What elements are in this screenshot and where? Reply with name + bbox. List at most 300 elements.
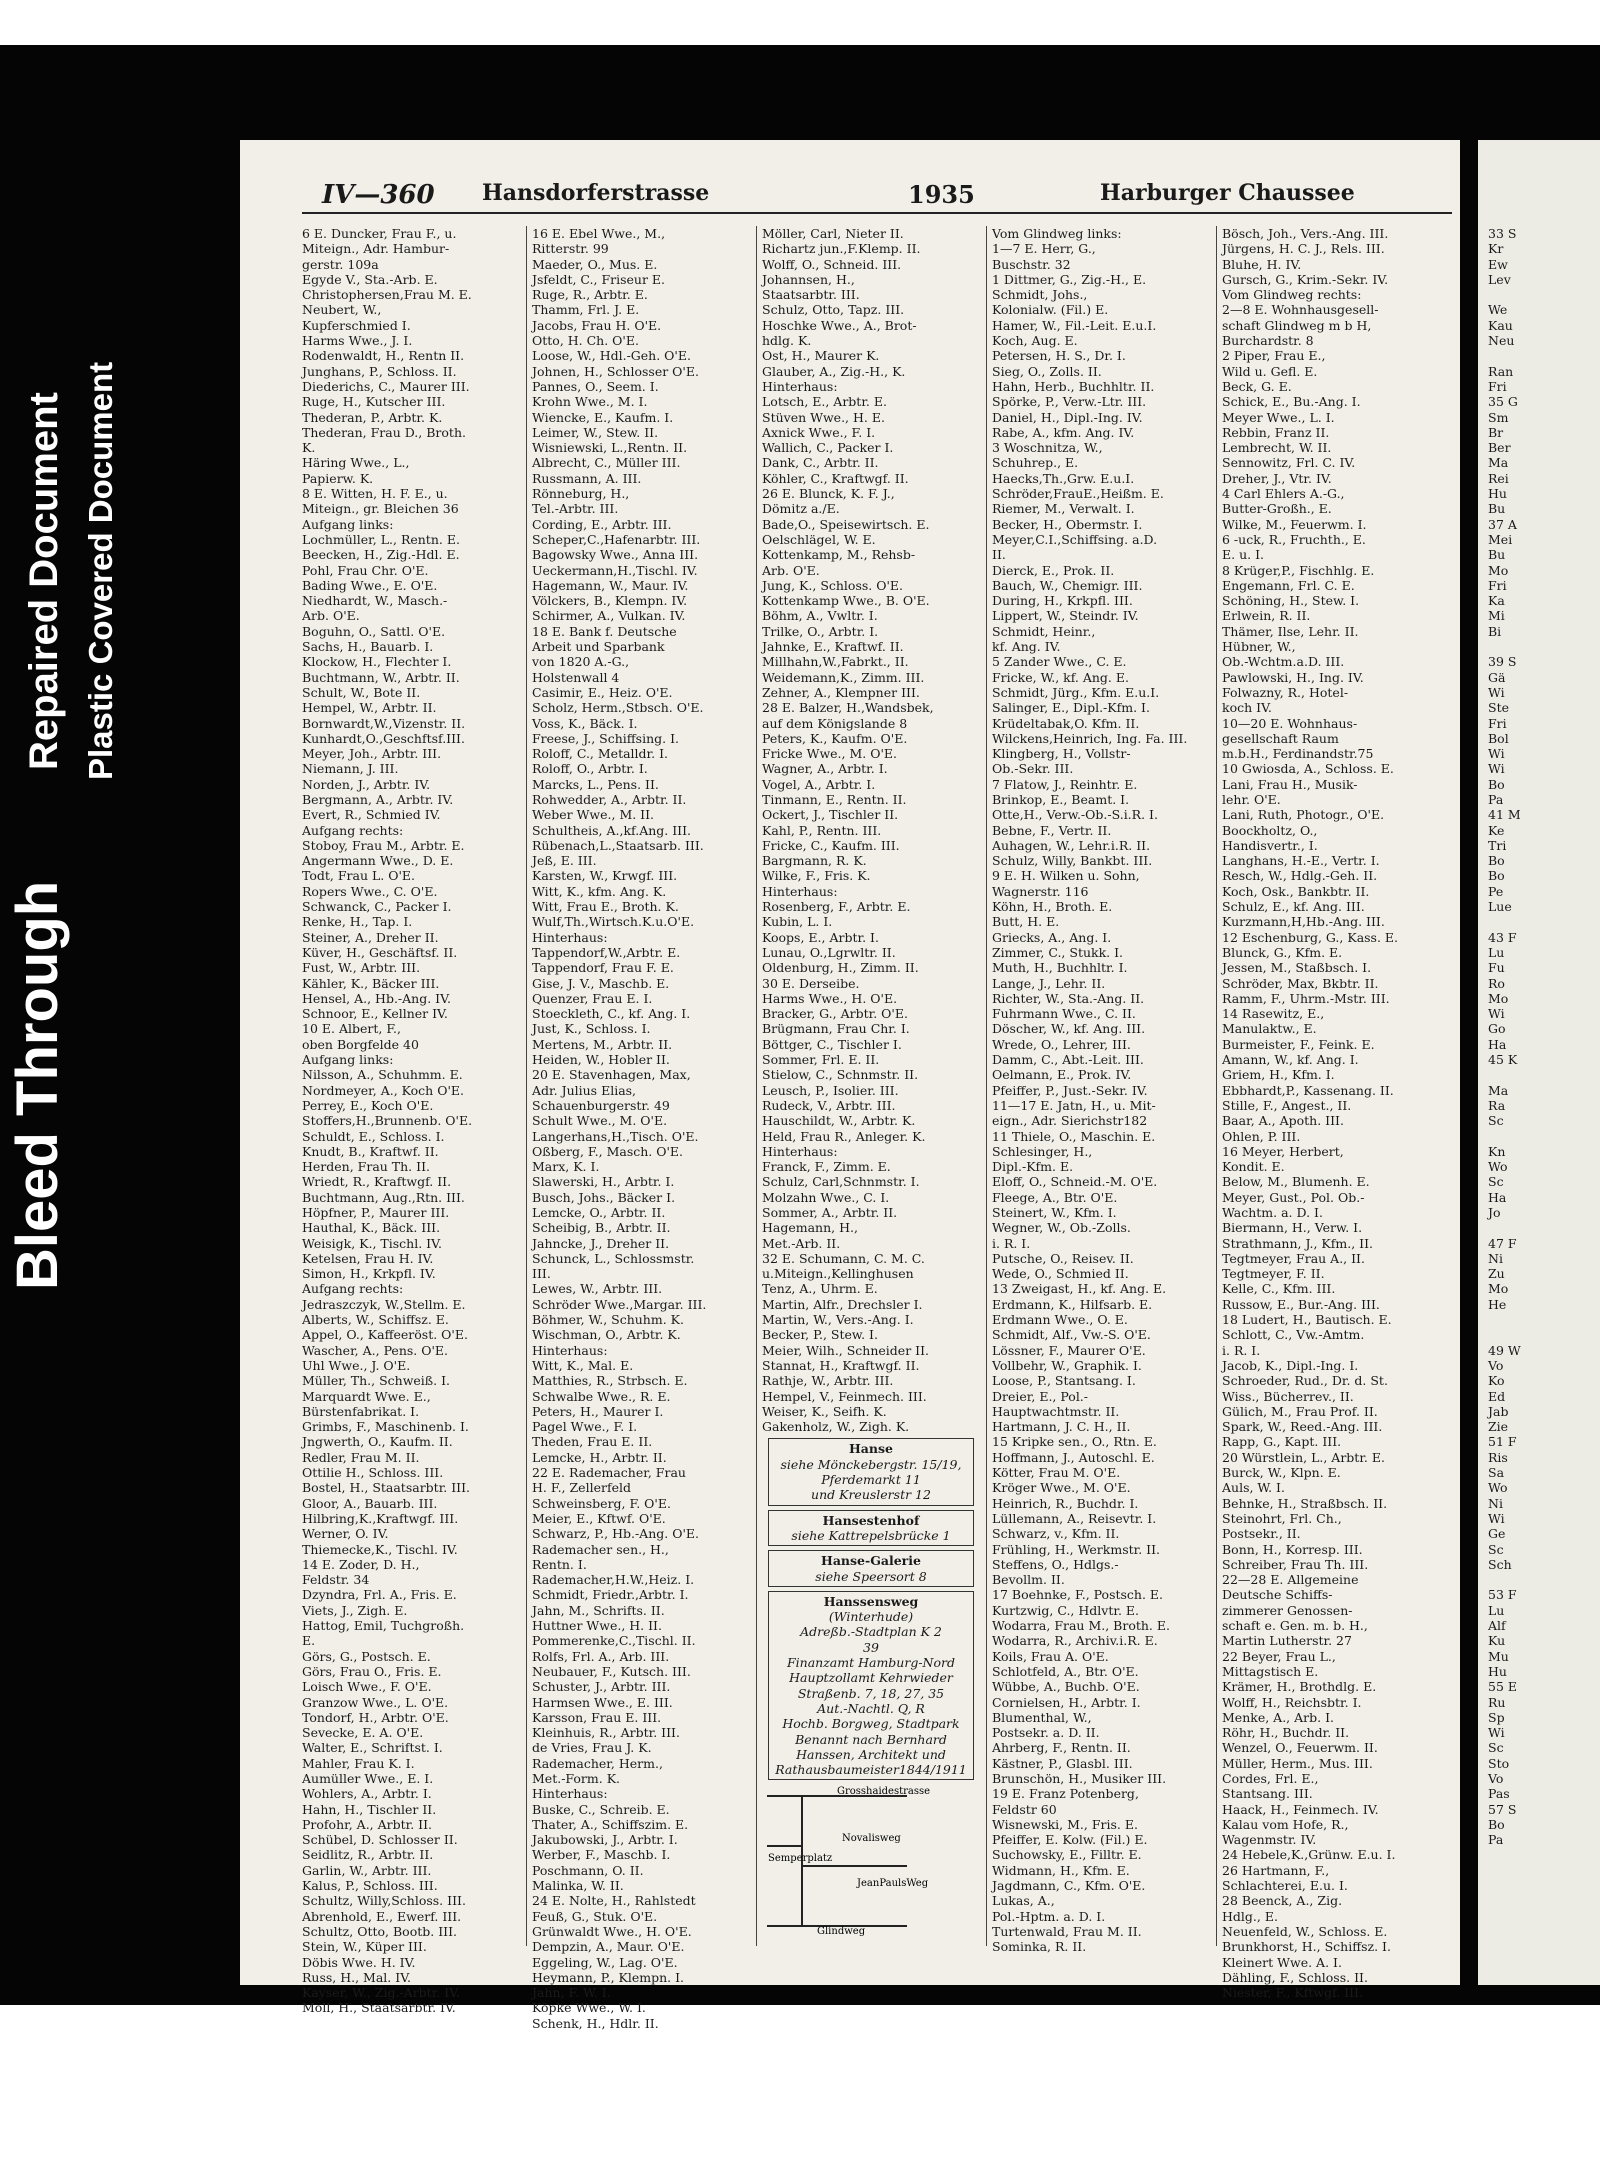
column-divider: [756, 226, 757, 1946]
directory-entry: Evert, R., Schmied IV.: [302, 807, 441, 823]
directory-entry: Schlesinger, H.,: [992, 1143, 1093, 1159]
directory-entry: Ob.-Wchtm.a.D. III.: [1222, 654, 1345, 670]
directory-entry: Meyer, Gust., Pol. Ob.-: [1222, 1189, 1365, 1205]
directory-entry: Bergmann, A., Arbtr. IV.: [302, 791, 454, 807]
directory-entry: Weber Wwe., M. II.: [532, 807, 655, 823]
directory-entry: Jsfeldt, C., Friseur E.: [532, 271, 666, 287]
directory-entry: K.: [302, 440, 316, 456]
map-street-label: Semperplatz: [768, 1853, 833, 1865]
directory-entry: Werner, O. IV.: [302, 1526, 389, 1542]
directory-entry: Erlwein, R. II.: [1222, 608, 1311, 624]
directory-entry: Bargmann, R. K.: [762, 853, 867, 869]
directory-entry: Hoffmann, J., Autoschl. E.: [992, 1449, 1155, 1465]
directory-entry: 2—8 E. Wohnhausgesell-: [1222, 302, 1379, 318]
adjacent-page-fragment: [1488, 914, 1521, 929]
directory-entry: Wagnerstr. 116: [992, 883, 1089, 899]
adjacent-page-fragment: Tri: [1488, 837, 1507, 853]
adjacent-page-fragment: Vo: [1488, 1770, 1504, 1786]
directory-entry: Krohn Wwe., M. I.: [532, 394, 648, 410]
directory-entry: Wodarra, Frau M., Broth. E.: [992, 1618, 1170, 1634]
directory-entry: Pannes, O., Seem. I.: [532, 378, 659, 394]
directory-entry: Kästner, P., Glasbl. III.: [992, 1755, 1133, 1771]
directory-entry: Ahrberg, F., Rentn. II.: [992, 1740, 1131, 1756]
directory-entry: Nilsson, A., Schuhmm. E.: [302, 1067, 463, 1083]
directory-entry: Burmeister, F., Feink. E.: [1222, 1036, 1375, 1052]
adjacent-page-fragment: Sa: [1488, 1465, 1505, 1481]
adjacent-page-fragment: Ro: [1488, 975, 1505, 991]
directory-entry: schaft Glindweg m b H,: [1222, 317, 1372, 333]
adjacent-page-fragment: Ke: [1488, 822, 1505, 838]
directory-entry: Papierw. K.: [302, 470, 374, 486]
map-street-label: Grosshaidestrasse: [837, 1786, 931, 1798]
directory-entry: Schirmer, A., Vulkan. IV.: [532, 608, 686, 624]
directory-entry: Kolonialw. (Fil.) E.: [992, 302, 1109, 318]
adjacent-page-fragment: Fri: [1488, 715, 1507, 731]
directory-entry: Witt, K., kfm. Ang. K.: [532, 883, 667, 899]
directory-entry: Jahncke, J., Dreher II.: [532, 1235, 670, 1251]
directory-entry: Pagel Wwe., F. I.: [532, 1419, 638, 1435]
street-info-line: Benannt nach Bernhard: [795, 1731, 947, 1747]
adjacent-page-fragment: Sc: [1488, 1541, 1504, 1557]
directory-entry: Heiden, W., Hobler II.: [532, 1052, 670, 1068]
directory-entry: Koils, Frau A. O'E.: [992, 1648, 1109, 1664]
directory-entry: Stantsang. III.: [1222, 1786, 1313, 1802]
directory-entry: Wulf,Th.,Wirtsch.K.u.O'E.: [532, 914, 695, 930]
directory-entry: Schunck, L., Schlossmstr.: [532, 1250, 695, 1266]
directory-entry: Damm, C., Abt.-Leit. III.: [992, 1052, 1144, 1068]
directory-entry: Schröder,FrauE.,Heißm. E.: [992, 486, 1164, 502]
directory-entry: von 1820 A.-G.,: [532, 654, 630, 670]
directory-entry: Bevollm. II.: [992, 1572, 1065, 1588]
directory-entry: 3 Woschnitza, W.,: [992, 440, 1103, 456]
directory-entry: Bösch, Joh., Vers.-Ang. III.: [1222, 226, 1389, 241]
directory-entry: Ockert, J., Tischler II.: [762, 807, 899, 823]
directory-entry: Jessen, M., Staßbsch. I.: [1222, 960, 1372, 976]
directory-entry: 22—28 E. Allgemeine: [1222, 1572, 1359, 1588]
street-info-box: [768, 1550, 974, 1587]
directory-entry: Ueckermann,H.,Tischl. IV.: [532, 562, 698, 578]
directory-entry: Klockow, H., Flechter I.: [302, 654, 452, 670]
directory-entry: Schwarz, v., Kfm. II.: [992, 1526, 1120, 1542]
street-map: [762, 1786, 931, 1938]
directory-entry: Röhr, H., Buchdr. II.: [1222, 1725, 1350, 1741]
directory-entry: Amann, W., kf. Ang. I.: [1222, 1052, 1359, 1068]
directory-entry: Suchowsky, E., Filltr. E.: [992, 1847, 1142, 1863]
directory-entry: Hinterhaus:: [762, 883, 838, 899]
directory-entry: Zimmer, C., Stukk. I.: [992, 944, 1124, 960]
directory-entry: Wachtm. a. D. I.: [1222, 1205, 1323, 1220]
directory-entry: Jung, K., Schloss. O'E.: [762, 577, 904, 593]
adjacent-page-fragment: Ko: [1488, 1373, 1505, 1389]
directory-entry: Völckers, B., Klempn. IV.: [532, 593, 688, 609]
directory-entry: Wascher, A., Pens. O'E.: [302, 1342, 449, 1358]
directory-entry: Arb. O'E.: [762, 562, 820, 578]
directory-entry: Aufgang links:: [302, 1052, 394, 1068]
directory-entry: Below, M., Blumenh. E.: [1222, 1174, 1370, 1190]
directory-entry: Schreiber, Frau Th. III.: [1222, 1556, 1369, 1572]
directory-entry: Kottenkamp, M., Rehsb-: [762, 547, 916, 563]
adjacent-page-fragment: Pa: [1488, 1832, 1504, 1848]
directory-entry: Mertens, M., Arbtr. II.: [532, 1036, 673, 1052]
directory-entry: Schröder Wwe.,Margar. III.: [532, 1296, 707, 1312]
directory-entry: Döbis Wwe. H. IV.: [302, 1954, 416, 1970]
directory-entry: Häring Wwe., L.,: [302, 455, 410, 471]
directory-entry: Rudeck, V., Arbtr. III.: [762, 1097, 896, 1113]
directory-entry: 19 E. Franz Potenberg,: [992, 1786, 1139, 1802]
directory-entry: Nordmeyer, A., Koch O'E.: [302, 1082, 464, 1098]
adjacent-page-fragment: Br: [1488, 424, 1504, 440]
directory-entry: Feuß, G., Stuk. O'E.: [532, 1908, 658, 1924]
directory-entry: Witt, K., Mal. E.: [532, 1357, 634, 1373]
directory-entry: Görs, Frau O., Fris. E.: [302, 1663, 442, 1679]
directory-entry: Grimbs, F., Maschinenb. I.: [302, 1419, 469, 1435]
directory-entry: Rabe, A., kfm. Ang. IV.: [992, 424, 1135, 440]
directory-entry: Wrede, O., Lehrer, III.: [992, 1036, 1131, 1052]
adjacent-page-fragment: Sch: [1488, 1556, 1512, 1572]
directory-entry: Mittagstisch E.: [1222, 1663, 1319, 1679]
street-info-line: Aut.-Nachtl. Q, R: [817, 1700, 925, 1716]
directory-entry: Kurzmann,H,Hb.-Ang. III.: [1222, 914, 1385, 930]
adjacent-page-fragment: [1488, 1312, 1521, 1327]
adjacent-page-fragment: Lu: [1488, 944, 1505, 960]
directory-entry: Schmidt, Alf., Vw.-S. O'E.: [992, 1327, 1151, 1343]
directory-entry: Schwalbe Wwe., R. E.: [532, 1388, 671, 1404]
directory-entry: Harms Wwe., J. I.: [302, 333, 413, 349]
directory-entry: Tegtmeyer, Frau A., II.: [1222, 1250, 1365, 1266]
page-header: [310, 180, 1460, 210]
adjacent-page-fragment: Jo: [1488, 1205, 1501, 1220]
street-info-line: siehe Mönckebergstr. 15/19,: [780, 1456, 962, 1472]
directory-entry: Grünwaldt Wwe., H. O'E.: [532, 1923, 692, 1939]
directory-entry: Cording, E., Arbtr. III.: [532, 516, 672, 532]
street-heading: Hanse: [849, 1441, 893, 1457]
directory-entry: Lunau, O.,Lgrwltr. II.: [762, 944, 896, 960]
directory-entry: Koch, Osk., Bankbtr. II.: [1222, 883, 1370, 899]
street-info-line: Finanzamt Hamburg-Nord: [786, 1655, 955, 1671]
directory-entry: Schroeder, Rud., Dr. d. St.: [1222, 1373, 1388, 1389]
adjacent-page-fragment: 39 S: [1488, 654, 1517, 670]
directory-entry: Spark, W., Reed.-Ang. III.: [1222, 1419, 1383, 1435]
column-1: [302, 226, 520, 2016]
adjacent-page-fragment: Wi: [1488, 761, 1505, 777]
directory-entry: Maeder, O., Mus. E.: [532, 256, 658, 272]
directory-entry: 1—7 E. Herr, G.,: [992, 241, 1096, 257]
directory-page: [240, 140, 1460, 2031]
directory-entry: Neuenfeld, W., Schloss. E.: [1222, 1923, 1388, 1939]
directory-entry: Schult, W., Bote II.: [302, 684, 421, 700]
directory-entry: Oelschlägel, W. E.: [762, 531, 876, 547]
adjacent-page-fragment: Fu: [1488, 960, 1505, 976]
directory-entry: Renke, H., Tap. I.: [302, 914, 413, 930]
directory-entry: Hoschke Wwe., A., Brot-: [762, 317, 917, 333]
directory-entry: Becker, P., Stew. I.: [762, 1327, 878, 1343]
directory-entry: Blumenthal, W.,: [992, 1709, 1092, 1725]
column-divider: [1216, 226, 1217, 1946]
directory-entry: Pol.-Hptm. a. D. I.: [992, 1908, 1106, 1924]
page-number: IV—360: [322, 180, 435, 210]
directory-entry: Vollbehr, W., Graphik. I.: [992, 1357, 1142, 1373]
directory-entry: Arb. O'E.: [302, 608, 360, 624]
directory-entry: Mahler, Frau K. I.: [302, 1755, 415, 1771]
directory-entry: Schmidt, Jürg., Kfm. E.u.I.: [992, 684, 1160, 700]
directory-entry: Buchtmann, W., Arbtr. II.: [302, 669, 460, 685]
directory-entry: Aumüller Wwe., E. I.: [302, 1770, 434, 1786]
directory-entry: Karsson, Frau E. III.: [532, 1709, 662, 1725]
directory-entry: Schick, E., Bu.-Ang. I.: [1222, 394, 1361, 410]
directory-entry: Sommer, Frl. E. II.: [762, 1052, 880, 1068]
directory-entry: Ruge, R., Arbtr. E.: [532, 287, 648, 303]
directory-entry: Schlotfeld, A., Btr. O'E.: [992, 1663, 1139, 1679]
adjacent-page-fragment: 57 S: [1488, 1801, 1517, 1817]
adjacent-page-fragment: [1488, 1220, 1521, 1235]
directory-entry: III.: [532, 1266, 551, 1282]
directory-entry: Müller, Herm., Mus. III.: [1222, 1755, 1373, 1771]
adjacent-page-fragment: He: [1488, 1296, 1507, 1312]
adjacent-page-fragment: 45 K: [1488, 1052, 1518, 1068]
adjacent-page-fragment: Sc: [1488, 1740, 1504, 1756]
directory-entry: Thater, A., Schiffszim. E.: [532, 1816, 689, 1832]
directory-entry: Putsche, O., Reisev. II.: [992, 1250, 1134, 1266]
directory-entry: Kötter, Frau M. O'E.: [992, 1465, 1121, 1481]
directory-entry: Holstenwall 4: [532, 669, 620, 685]
directory-entry: Ohlen, P. III.: [1222, 1128, 1301, 1144]
directory-entry: Oldenburg, H., Zimm. II.: [762, 960, 919, 976]
street-info-line: Hanssen, Architekt und: [796, 1746, 946, 1762]
directory-entry: Miteign., gr. Bleichen 36: [302, 501, 459, 517]
directory-entry: Tondorf, H., Arbtr. O'E.: [302, 1709, 449, 1725]
directory-entry: Beecken, H., Zig.-Hdl. E.: [302, 547, 460, 563]
adjacent-page-fragment: We: [1488, 302, 1508, 318]
directory-entry: Schenk, H., Hdlr. II.: [532, 2015, 659, 2031]
directory-entry: Niedhardt, W., Masch.-: [302, 593, 448, 609]
directory-entry: Bracker, G., Arbtr. O'E.: [762, 1006, 908, 1022]
directory-entry: Stannat, H., Kraftwgf. II.: [762, 1357, 920, 1373]
directory-entry: 14 E. Zoder, D. H.,: [302, 1556, 420, 1572]
directory-entry: Kähler, K., Bäcker III.: [302, 975, 440, 991]
directory-entry: Rohwedder, A., Arbtr. II.: [532, 791, 687, 807]
directory-entry: Wild u. Gefl. E.: [1222, 363, 1318, 379]
adjacent-page-fragment: Bo: [1488, 853, 1505, 869]
directory-entry: Klingberg, H., Vollstr-: [992, 746, 1131, 762]
street-info-line: Adreßb.-Stadtplan K 2: [800, 1624, 942, 1640]
directory-entry: Neubert, W.,: [302, 302, 382, 318]
directory-entry: Erdmann, K., Hilfsarb. E.: [992, 1296, 1153, 1312]
directory-entry: Lössner, F., Maurer O'E.: [992, 1342, 1146, 1358]
adjacent-page-fragment: Ew: [1488, 256, 1508, 272]
directory-entry: Bebne, F., Vertr. II.: [992, 822, 1112, 838]
adjacent-page-fragment: [1488, 1572, 1521, 1587]
directory-entry: Boockholtz, O.,: [1222, 822, 1318, 838]
directory-entry: Harmsen Wwe., E. III.: [532, 1694, 673, 1710]
directory-entry: Kelle, C., Kfm. III.: [1222, 1281, 1336, 1297]
directory-entry: Wagner, A., Arbtr. I.: [762, 761, 888, 777]
directory-entry: Rodenwaldt, H., Rentn II.: [302, 348, 465, 364]
directory-entry: gesellschaft Raum: [1222, 730, 1339, 746]
directory-entry: Sommer, A., Arbtr. II.: [762, 1205, 898, 1220]
directory-entry: Bonn, H., Korresp. III.: [1222, 1541, 1363, 1557]
directory-entry: Schuster, J., Arbtr. III.: [532, 1679, 671, 1695]
directory-entry: Ramm, F., Uhrm.-Mstr. III.: [1222, 990, 1390, 1006]
adjacent-page-fragment: Ku: [1488, 1633, 1506, 1649]
directory-entry: Bauch, W., Chemigr. III.: [992, 577, 1143, 593]
directory-entry: Ob.-Sekr. III.: [992, 761, 1074, 777]
adjacent-page-fragment: Wo: [1488, 1159, 1508, 1175]
directory-entry: Freese, J., Schiffsing. I.: [532, 730, 679, 746]
directory-entry: Sevecke, E. A. O'E.: [302, 1725, 424, 1741]
directory-entry: Jahn, M., Schrifts. II.: [532, 1602, 665, 1618]
directory-entry: Wolff, H., Reichsbtr. I.: [1222, 1694, 1362, 1710]
directory-entry: Widmann, H., Kfm. E.: [992, 1862, 1130, 1878]
directory-entry: Egyde V., Sta.-Arb. E.: [302, 271, 438, 287]
directory-entry: E. u. I.: [1222, 547, 1264, 563]
directory-entry: Becker, H., Obermstr. I.: [992, 516, 1143, 532]
directory-entry: Bornwardt,W.,Vizenstr. II.: [302, 715, 466, 731]
directory-entry: Wübbe, A., Buchb. O'E.: [992, 1679, 1140, 1695]
directory-entry: Bluhe, H. IV.: [1222, 256, 1302, 272]
directory-entry: 20 E. Stavenhagen, Max,: [532, 1067, 691, 1083]
directory-entry: Gloor, A., Bauarb. III.: [302, 1495, 438, 1511]
directory-entry: Kupferschmied I.: [302, 317, 411, 333]
year: 1935: [908, 180, 975, 209]
directory-entry: Slawerski, H., Arbtr. I.: [532, 1174, 675, 1190]
directory-entry: Cornielsen, H., Arbtr. I.: [992, 1694, 1141, 1710]
adjacent-page-fragment: Hu: [1488, 486, 1507, 502]
directory-entry: Dzyndra, Frl. A., Fris. E.: [302, 1587, 457, 1603]
directory-entry: Wodarra, R., Archiv.i.R. E.: [992, 1633, 1158, 1649]
directory-entry: Kondit. E.: [1222, 1159, 1285, 1175]
plastic-covered-label: Plastic Covered Document: [82, 361, 119, 780]
directory-entry: Weiser, K., Seifh. K.: [762, 1403, 887, 1419]
directory-entry: Stoboy, Frau M., Arbtr. E.: [302, 837, 465, 853]
directory-entry: Leusch, P., Isolier. III.: [762, 1082, 899, 1098]
directory-entry: Hattog, Emil, Tuchgroßh.: [302, 1618, 465, 1634]
directory-entry: Garlin, W., Arbtr. III.: [302, 1862, 432, 1878]
directory-entry: Fricke, C., Kaufm. III.: [762, 837, 900, 853]
directory-entry: Thämer, Ilse, Lehr. II.: [1222, 623, 1359, 639]
directory-entry: Wilke, M., Feuerwm. I.: [1222, 516, 1367, 532]
directory-entry: Wohlers, A., Arbtr. I.: [302, 1786, 432, 1802]
directory-entry: Martin Lutherstr. 27: [1222, 1633, 1352, 1649]
directory-entry: Manulaktw., E.: [1222, 1021, 1317, 1037]
directory-entry: Ruge, H., Kutscher III.: [302, 394, 446, 410]
directory-entry: Wegner, W., Ob.-Zolls.: [992, 1220, 1131, 1236]
directory-entry: Heinrich, R., Buchdr. I.: [992, 1495, 1139, 1511]
directory-entry: Böhmer, W., Schuhm. K.: [532, 1312, 684, 1328]
directory-entry: Schuldt, E., Schloss. I.: [302, 1128, 445, 1144]
directory-entry: Wriedt, R., Kraftwgf. II.: [302, 1174, 452, 1190]
directory-entry: Gursch, G., Krim.-Sekr. IV.: [1222, 271, 1389, 287]
column-2: [532, 226, 750, 2031]
directory-entry: Küver, H., Geschäftsf. II.: [302, 944, 458, 960]
directory-entry: Ketelsen, Frau H. IV.: [302, 1250, 434, 1266]
directory-entry: Ebbhardt,P., Kassenang. II.: [1222, 1082, 1394, 1098]
directory-entry: Hübner, W.,: [1222, 639, 1296, 655]
directory-entry: Sominka, R. II.: [992, 1939, 1087, 1955]
adjacent-page-fragment: Mo: [1488, 562, 1509, 578]
street-info-line: Hochb. Borgweg, Stadtpark: [782, 1716, 960, 1732]
adjacent-page-fragment: 47 F: [1488, 1235, 1517, 1251]
directory-entry: Oelmann, E., Prok. IV.: [992, 1067, 1132, 1083]
directory-entry: Krüdeltabak,O. Kfm. II.: [992, 715, 1140, 731]
directory-entry: Jakubowski, J., Arbtr. I.: [532, 1832, 678, 1848]
directory-entry: Niester, F., Kftwgf. III.: [1222, 1985, 1363, 2001]
directory-entry: Scholz, Herm.,Stbsch. O'E.: [532, 700, 704, 716]
adjacent-page-fragment: Neu: [1488, 333, 1515, 349]
adjacent-page-fragment: Ka: [1488, 593, 1505, 609]
directory-entry: Heymann, P., Klempn. I.: [532, 1969, 685, 1985]
directory-entry: Schauenburgerstr. 49: [532, 1097, 670, 1113]
directory-entry: Blunck, G., Kfm. E.: [1222, 944, 1343, 960]
directory-entry: Höpfner, P., Maurer III.: [302, 1205, 450, 1220]
directory-entry: Kleinhuis, R., Arbtr. III.: [532, 1725, 680, 1741]
directory-entry: Wagenmstr. IV.: [1222, 1832, 1317, 1848]
directory-entry: Krämer, H., Brothdlg. E.: [1222, 1679, 1377, 1695]
directory-entry: Ottilie H., Schloss. III.: [302, 1465, 444, 1481]
directory-entry: Jürgens, H. C. J., Rels. III.: [1222, 241, 1385, 257]
adjacent-page-fragment: Alf: [1488, 1618, 1506, 1634]
directory-entry: 17 Boehnke, F., Postsch. E.: [992, 1587, 1164, 1603]
directory-entry: Knudt, B., Kraftwf. II.: [302, 1143, 439, 1159]
directory-entry: Feldstr 60: [992, 1801, 1057, 1817]
adjacent-page-fragment: Go: [1488, 1021, 1506, 1037]
directory-entry: 26 E. Blunck, K. F. J.,: [762, 486, 895, 502]
directory-entry: Beck, G. E.: [1222, 378, 1292, 394]
directory-entry: Butter-Großh., E.: [1222, 501, 1332, 517]
directory-entry: 28 E. Balzer, H.,Wandsbek,: [762, 700, 934, 716]
directory-entry: Kunhardt,O.,Geschftsf.III.: [302, 730, 465, 746]
directory-entry: Schwanck, C., Packer I.: [302, 899, 452, 915]
adjacent-page-fragment: 55 E: [1488, 1679, 1518, 1695]
directory-entry: Dreier, E., Pol.-: [992, 1388, 1089, 1404]
street-info-box: [768, 1438, 974, 1505]
directory-entry: Rathje, W., Arbtr. III.: [762, 1373, 894, 1389]
street-info-line: Hauptzollamt Kehrwieder: [789, 1670, 953, 1686]
directory-entry: Spörke, P., Verw.-Ltr. III.: [992, 394, 1147, 410]
directory-entry: Richartz jun.,F.Klemp. II.: [762, 241, 921, 257]
directory-entry: Arbeit und Sparbank: [532, 639, 665, 655]
directory-entry: schaft e. Gen. m. b. H.,: [1222, 1618, 1368, 1634]
directory-entry: 18 E. Bank f. Deutsche: [532, 623, 677, 639]
directory-entry: 4 Carl Ehlers A.-G.,: [1222, 486, 1345, 502]
directory-entry: Griem, H., Kfm. I.: [1222, 1067, 1335, 1083]
directory-entry: Muth, H., Buchhltr. I.: [992, 960, 1128, 976]
directory-entry: Roloff, O., Arbtr. I.: [532, 761, 648, 777]
directory-entry: Pawlowski, H., Ing. IV.: [1222, 669, 1364, 685]
directory-entry: Schlachterei, E.u. I.: [1222, 1878, 1348, 1894]
directory-entry: Rademacher sen., H.,: [532, 1541, 669, 1557]
directory-entry: Tappendorf, Frau F. E.: [532, 960, 674, 976]
street-info-line: Straßenb. 7, 18, 27, 35: [797, 1685, 945, 1701]
adjacent-page-fragment: 35 G: [1488, 394, 1518, 410]
directory-entry: Brinkop, E., Beamt. I.: [992, 791, 1130, 807]
directory-entry: 30 E. Derseibe.: [762, 975, 860, 991]
directory-entry: Hinterhaus:: [762, 378, 838, 394]
directory-entry: 16 Meyer, Herbert,: [1222, 1143, 1344, 1159]
directory-entry: zimmerer Genossen-: [1222, 1602, 1353, 1618]
directory-entry: Hilbring,K.,Kraftwgf. III.: [302, 1510, 459, 1526]
adjacent-page-fragment: [1488, 1327, 1521, 1342]
directory-entry: Schweinsberg, F. O'E.: [532, 1495, 671, 1511]
directory-entry: Junghans, P., Schloss. II.: [302, 363, 457, 379]
adjacent-page-fragment: Fri: [1488, 577, 1507, 593]
adjacent-page-fragment: Ge: [1488, 1526, 1506, 1542]
directory-entry: Bagowsky Wwe., Anna III.: [532, 547, 699, 563]
directory-entry: Rolfs, Frl. A., Arb. III.: [532, 1648, 670, 1664]
directory-entry: Bade,O., Speisewirtsch. E.: [762, 516, 930, 532]
directory-entry: Loose, P., Stantsang. I.: [992, 1373, 1136, 1389]
directory-entry: Cordes, Frl. E.,: [1222, 1770, 1319, 1786]
directory-entry: 24 E. Nolte, H., Rahlstedt: [532, 1893, 696, 1909]
